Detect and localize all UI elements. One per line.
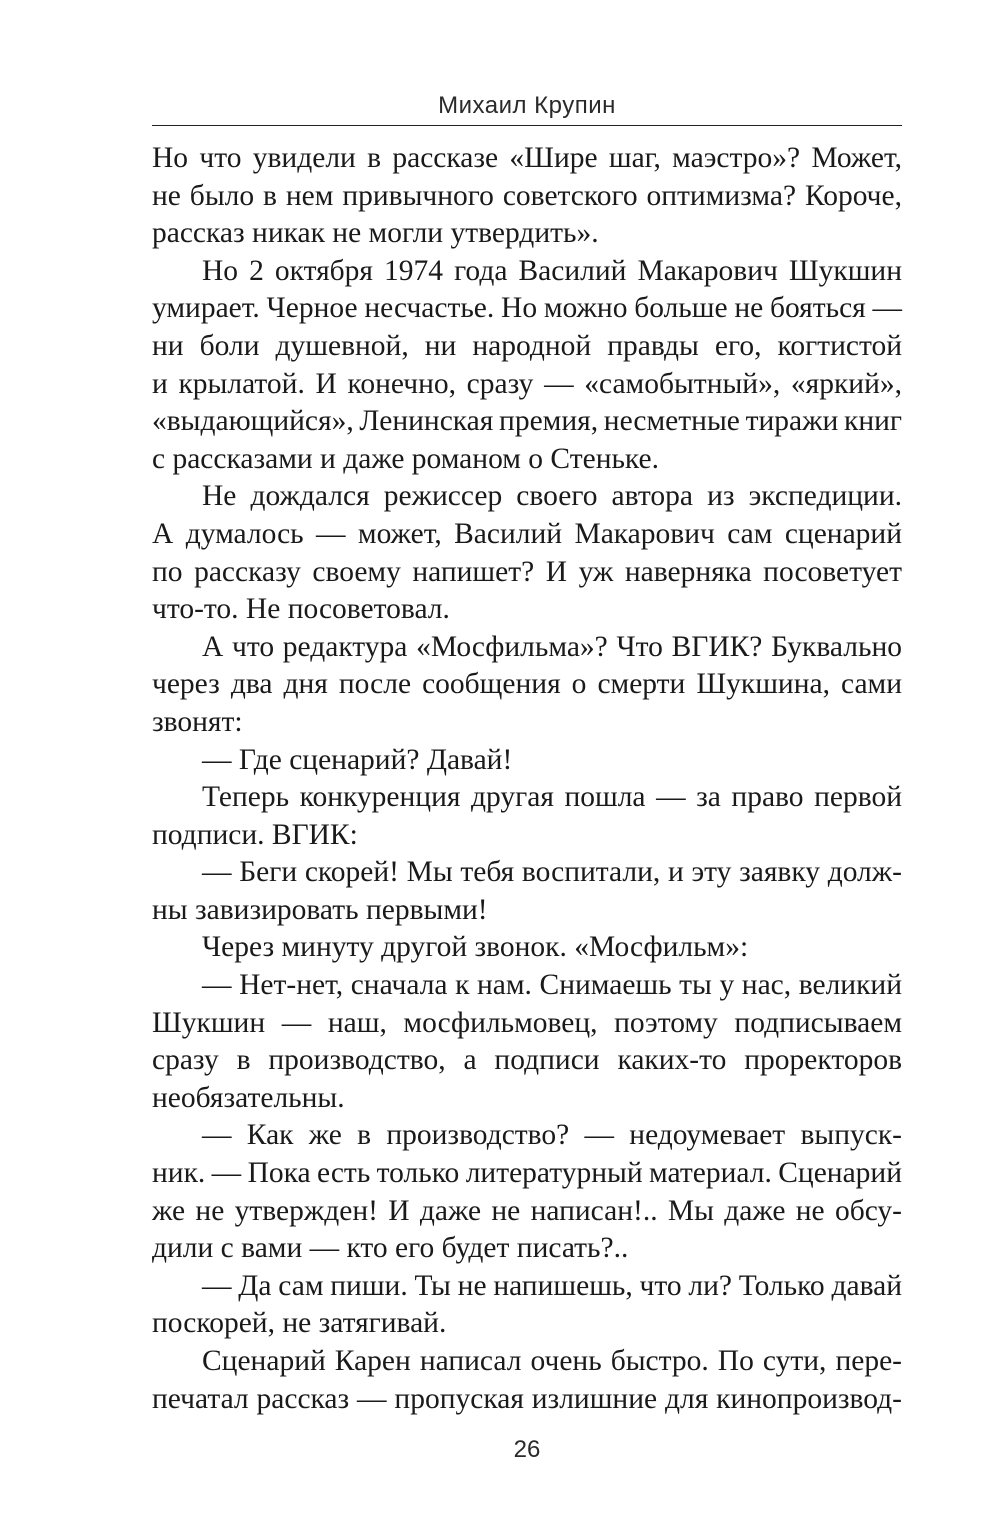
text-line: не было в нем привычного советского оптимизма? Короче, [152, 179, 902, 212]
text-line: же не утвержден! И даже не написан!.. Мы даже не обсу- [152, 1194, 902, 1227]
header-rule [152, 125, 902, 126]
text-line: Не дождался режиссер своего автора из экспедиции. [202, 480, 902, 513]
text-line: и крылатой. И конечно, сразу — «самобытный», «яркий», [152, 367, 902, 400]
text-line: звонят: [152, 705, 243, 738]
text-line: — Как же в производство? — недоумевает выпуск- [202, 1119, 902, 1152]
text-line: сразу в производство, а подписи каких-то проректоров [152, 1044, 902, 1077]
text-line: печатал рассказ — пропуская излишние для кинопроизвод- [152, 1382, 902, 1415]
text-line: Но что увидели в рассказе «Шире шаг, маэстро»? Может, [152, 142, 902, 174]
text-line: — Да сам пиши. Ты не напишешь, что ли? Только давай [202, 1269, 902, 1302]
text-line: необязательны. [152, 1081, 345, 1114]
text-line: — Беги скорей! Мы тебя воспитали, и эту заявку долж- [202, 856, 902, 889]
text-line: по рассказу своему напишет? И уж наверняка посоветует [152, 555, 902, 588]
text-line: дили с вами — кто его будет писать?.. [152, 1232, 629, 1265]
text-line: Сценарий Карен написал очень быстро. По сути, пере- [202, 1345, 902, 1377]
text-line: через два дня после сообщения о смерти Шукшина, сами [152, 668, 902, 701]
body-text [152, 140, 902, 1418]
text-line: — Где сценарий? Давай! [202, 743, 513, 776]
text-line: А что редактура «Мосфильма»? Что ВГИК? Буквально [202, 630, 902, 663]
page-number: 26 [513, 1436, 541, 1463]
text-line: Через минуту другой звонок. «Мосфильм»: [202, 931, 749, 964]
text-line: умирает. Черное несчастье. Но можно больше не бояться — [152, 292, 902, 325]
text-line: ни боли душевной, ни народной правды его, когтистой [152, 329, 902, 362]
text-line: А думалось — может, Василий Макарович сам сценарий [152, 517, 902, 550]
running-head-author: Михаил Крупин [438, 92, 616, 119]
text-line: Теперь конкуренция другая пошла — за право первой [202, 781, 902, 814]
text-line: подписи. ВГИК: [152, 818, 358, 851]
text-line: Шукшин — наш, мосфильмовец, поэтому подписываем [152, 1006, 902, 1039]
text-line: — Нет-нет, сначала к нам. Снимаешь ты у нас, великий [202, 969, 902, 1002]
text-line: что-то. Не посоветовал. [152, 593, 450, 626]
text-line: ник. — Пока есть только литературный материал. Сценарий [152, 1157, 902, 1190]
text-line: ны завизировать первыми! [152, 893, 488, 926]
text-line: поскорей, не затягивай. [152, 1307, 447, 1340]
text-line: Но 2 октября 1974 года Василий Макарович Шукшин [202, 254, 902, 287]
text-line: «выдающийся», Ленинская премия, несметные тиражи книг [152, 405, 902, 438]
text-line: рассказ никак не могли утвердить». [152, 217, 599, 250]
text-line: с рассказами и даже романом о Стеньке. [152, 442, 660, 475]
